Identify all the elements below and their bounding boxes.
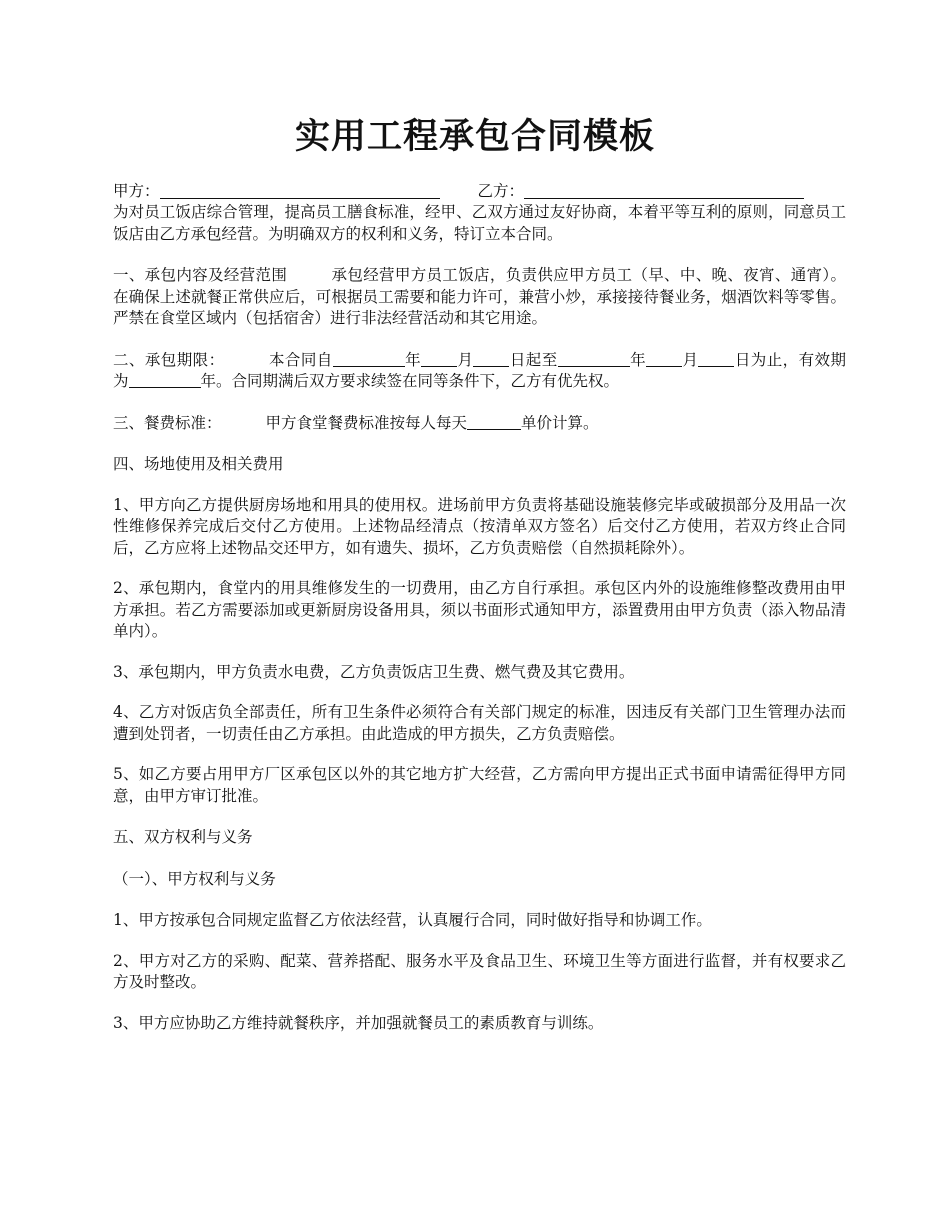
section-4-item-4: 4、乙方对饭店负全部责任，所有卫生条件必须符合有关部门规定的标准，因违反有关部门卫生管理办法而遭到处罚者，一切责任由乙方承担。由此造成的甲方损失，乙方负责赔偿。 xyxy=(113,703,846,743)
month-label: 月 xyxy=(457,350,474,369)
end-month-blank xyxy=(646,351,682,367)
section-4-heading: 四、场地使用及相关费用 xyxy=(113,455,284,473)
section-4-item-2: 2、承包期内，食堂内的用具维修发生的一切费用，由乙方自行承担。承包区内外的设施维修整改费用由甲方承担。若乙方需要添加或更新厨房设备用具，须以书面形式通知甲方，添置费用由甲方负责（添入物品清单内）。 xyxy=(113,579,846,640)
start-year-blank xyxy=(333,351,405,367)
year-label-2: 年 xyxy=(629,350,647,369)
section-1-heading: 一、承包内容及经营范围 xyxy=(113,266,288,284)
section-2 xyxy=(113,350,846,393)
day-from-label: 日起至 xyxy=(509,350,558,369)
party-b xyxy=(478,181,805,203)
section-5-item-2: 2、甲方对乙方的采购、配菜、营养搭配、服务水平及食品卫生、环境卫生等方面进行监督，并有权要求乙方及时整改。 xyxy=(113,951,846,991)
section-5-item-1: 1、甲方按承包合同规定监督乙方依法经营，认真履行合同，同时做好指导和协调工作。 xyxy=(113,911,712,929)
section-3-text-start: 甲方食堂餐费标准按每人每天 xyxy=(265,413,468,432)
validity-label: 有效期为 xyxy=(113,350,846,390)
section-1-text: 承包经营甲方员工饭店，负责供应甲方员工（早、中、晚、夜宵、通宵）。在确保上述就餐正常供应后，可根据员工需要和能力许可，兼营小炒，承接接待餐业务，烟酒饮料等零售。严禁在食堂区域内（包括宿舍）进行非法经营活动和其它用途。 xyxy=(113,266,846,327)
section-3 xyxy=(113,413,846,435)
document-body xyxy=(113,180,846,1034)
start-day-blank xyxy=(473,351,509,367)
section-4-item-3: 3、承包期内，甲方负责水电费，乙方负责饭店卫生费、燃气费及其它费用。 xyxy=(113,662,635,681)
party-a-blank xyxy=(160,182,440,199)
section-3-text-end: 单价计算。 xyxy=(521,413,599,432)
section-5-item-3: 3、甲方应协助乙方维持就餐秩序，并加强就餐员工的素质教育与训练。 xyxy=(113,1013,604,1032)
party-a-label: 甲方： xyxy=(113,181,160,200)
month-label-2: 月 xyxy=(682,350,699,369)
section-3-heading: 三、餐费标准： xyxy=(113,413,222,432)
meal-fee-blank xyxy=(467,414,521,430)
section-5-subheading: （一）、甲方权利与义务 xyxy=(113,869,276,888)
section-4-item-1: 1、甲方向乙方提供厨房场地和用具的使用权。进场前甲方负责将基础设施装修完毕或破损部分及用品一次性维修保养完成后交付乙方使用。上述物品经清点（按清单双方签名）后交付乙方使用，若双方终止合同后，乙方应将上述物品交还甲方，如有遗失、损坏，乙方负责赔偿（自然损耗除外）。 xyxy=(113,495,846,557)
section-1 xyxy=(113,265,846,330)
party-b-blank xyxy=(524,182,804,199)
end-day-blank xyxy=(698,351,734,367)
year-label: 年 xyxy=(404,350,422,369)
intro-paragraph: 为对员工饭店综合管理，提高员工膳食标准，经甲、乙双方通过友好协商，本着平等互利的原则，同意员工饭店由乙方承包经营。为明确双方的权利和义务，特订立本合同。 xyxy=(113,203,846,243)
section-5-heading: 五、双方权利与义务 xyxy=(113,828,253,846)
section-2-text-start: 本合同自 xyxy=(268,350,333,369)
section-4-item-5: 5、如乙方要占用甲方厂区承包区以外的其它地方扩大经营，乙方需向甲方提出正式书面申请需征得甲方同意，由甲方审订批准。 xyxy=(113,765,846,805)
day-to-label: 日为止， xyxy=(734,350,799,369)
party-a xyxy=(113,181,440,203)
validity-text: 年。合同期满后双方要求续签在同等条件下，乙方有优先权。 xyxy=(200,372,620,390)
section-2-heading: 二、承包期限： xyxy=(113,350,225,369)
start-month-blank xyxy=(421,351,457,367)
validity-years-blank xyxy=(129,372,201,388)
page-title: 实用工程承包合同模板 xyxy=(294,116,655,157)
party-b-label: 乙方： xyxy=(477,181,525,200)
parties-row xyxy=(113,180,846,202)
end-year-blank xyxy=(558,351,630,367)
